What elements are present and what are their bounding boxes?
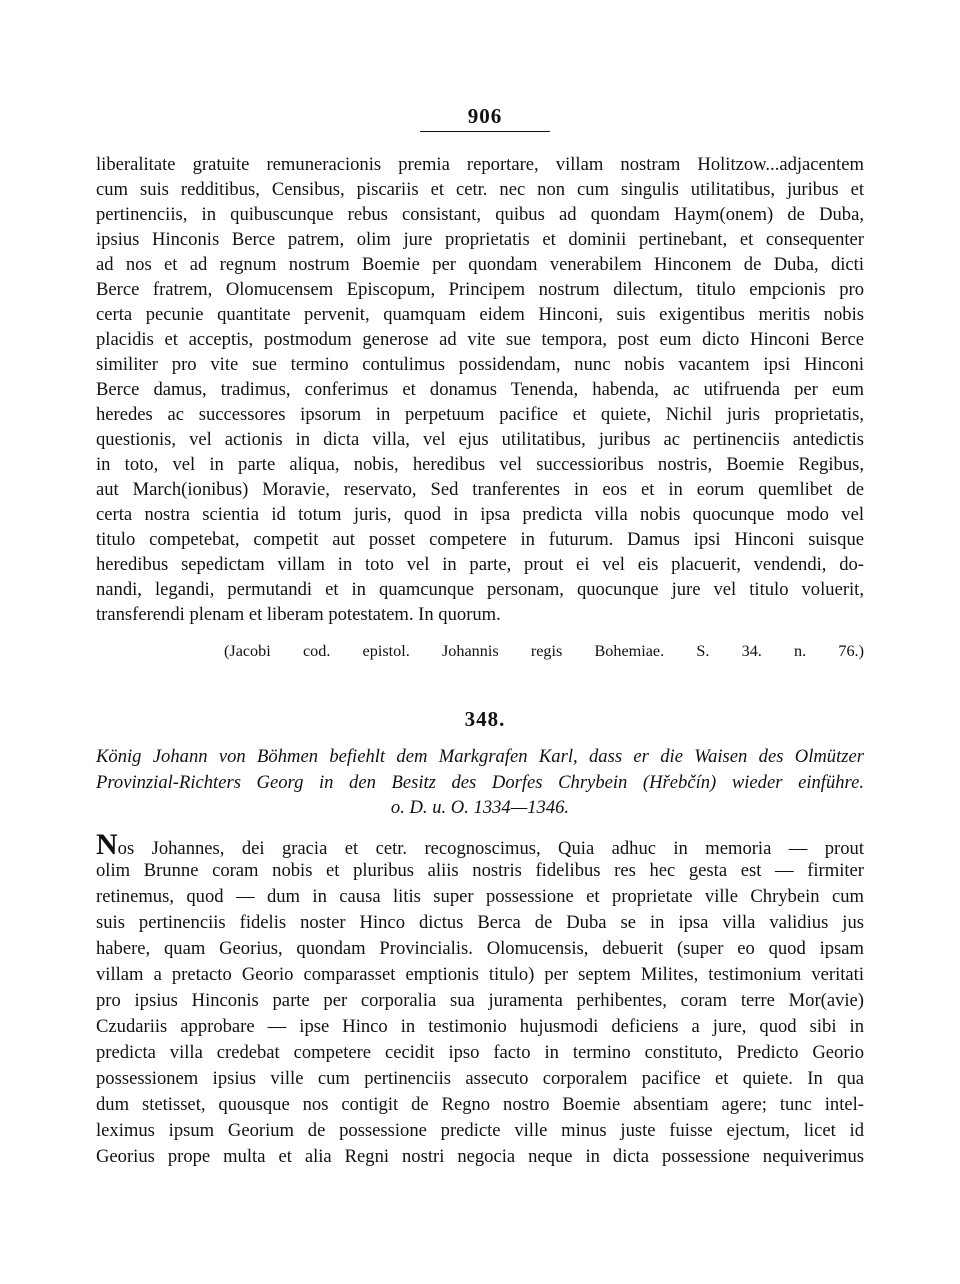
text-line: heredes ac successores ipsorum in perpetuum pacifice et quiete, Nichil juris proprietatis,	[96, 404, 864, 425]
text-line: villam a pretacto Georio comparasset emptionis titulo) per septem Milites, testimonium veritati	[96, 964, 864, 985]
text-line: questionis, vel actionis in dicta villa, vel ejus utilitatibus, juribus ac pertinenciis antedictis	[96, 429, 864, 450]
text-line: ad nos et ad regnum nostrum Boemie per quondam venerabilem Hinconem de Duba, dicti	[96, 254, 864, 275]
drop-initial: N	[96, 828, 118, 861]
page-number: 906	[467, 104, 503, 128]
text-line: aut March(ionibus) Moravie, reservato, Sed tranferentes in eos et in eorum quemlibet de	[96, 479, 864, 500]
text-line: nandi, legandi, permutandi et in quamcunque personam, quocunque jure vel titulo voluerit,	[96, 579, 864, 600]
text-line: similiter pro vite sue termino contulimus possidendam, nunc nobis vacantem ipsi Hinconi	[96, 354, 864, 375]
text-line: transferendi plenam et liberam potestatem. In quorum.	[96, 604, 501, 625]
text-line: habere, quam Georius, quondam Provincialis. Olomucensis, debuerit (super eo quod ipsam	[96, 938, 864, 959]
text-line: Berce damus, tradimus, conferimus et donamus Tenenda, habenda, ac utifruenda per eum	[96, 379, 864, 400]
text-line: Berce fratrem, Olomucensem Episcopum, Principem nostrum dilectum, titulo empcionis pro	[96, 279, 864, 300]
document-number: 348.	[464, 707, 506, 731]
text-line: pertinenciis, in quibuscunque rebus consistant, quibus ad quondam Haym(onem) de Duba,	[96, 204, 864, 225]
text-line: certa pecunie quantitate pervenit, quamquam eidem Hinconi, suis exigentibus meritis nobis	[96, 304, 864, 325]
text-line: heredibus sepedictam villam in toto vel in parte, prout ei vel eis placuerit, vendendi, do-	[96, 554, 864, 575]
text-line: in toto, vel in parte aliqua, nobis, heredibus vel successioribus nostris, Boemie Regibus,	[96, 454, 864, 475]
text-line: Georius prope multa et alia Regni nostri negocia neque in dicta possessione nequiverimus	[96, 1146, 864, 1167]
text-line: olim Brunne coram nobis et pluribus aliis nostris fidelibus res hec gesta est — firmiter	[96, 860, 864, 881]
title-date: o. D. u. O. 1334—1346.	[390, 797, 570, 818]
text-line: liberalitate gratuite remuneracionis premia reportare, villam nostram Holitzow...adjacentem	[96, 154, 864, 175]
text-line: placidis et acceptis, postmodum generose ad vite sue tempora, post eum dicto Hinconi Berce	[96, 329, 864, 350]
source-citation: (Jacobi cod. epistol. Johannis regis Bohemiae. S. 34. n. 76.)	[224, 642, 864, 660]
text-line: suis pertinenciis fidelis noster Hinco dictus Berca de Duba se in ipsa villa validius jus	[96, 912, 864, 933]
body-first-line	[96, 828, 864, 861]
text-line: possessionem ipsius ville cum pertinenciis assecuto corporalem pacifice et quiete. In qua	[96, 1068, 864, 1089]
text-line: pro ipsius Hinconis parte per corporalia sua juramenta perhibentes, coram terre Mor(avie)	[96, 990, 864, 1011]
title-line: Provinzial-Richters Georg in den Besitz des Dorfes Chrybein (Hřebčín) wieder einführe.	[96, 772, 864, 793]
text-line: os Johannes, dei gracia et cetr. recognoscimus, Quia adhuc in memoria — prout	[117, 838, 864, 859]
text-line: retinemus, quod — dum in causa litis super possessione et proprietate ville Chrybein cum	[96, 886, 864, 907]
text-line: titulo competebat, competit aut posset competere in futurum. Damus ipsi Hinconi suisque	[96, 529, 864, 550]
text-line: predicta villa credebat competere cecidit ipso facto in termino constituto, Predicto Georio	[96, 1042, 864, 1063]
text-line: Czudariis approbare — ipse Hinco in testimonio hujusmodi deficiens a jure, quod sibi in	[96, 1016, 864, 1037]
title-line: König Johann von Böhmen befiehlt dem Markgrafen Karl, dass er die Waisen des Olmützer	[96, 746, 864, 767]
page-number-rule	[420, 131, 550, 132]
text-line: ipsius Hinconis Berce patrem, olim jure proprietatis et dominii pertinebant, et consequenter	[96, 229, 864, 250]
text-line: dum stetisset, quousque nos contigit de Regno nostro Boemie absentiam agere; tunc intel-	[96, 1094, 864, 1115]
text-line: cum suis redditibus, Censibus, piscariis et cetr. nec non cum singulis utilitatibus, juribus et	[96, 179, 864, 200]
text-line: certa nostra scientia id totum juris, quod in ipsa predicta villa nobis quocunque modo vel	[96, 504, 864, 525]
text-line: leximus ipsum Georium de possessione predicte ville minus juste fuisse ejectum, licet id	[96, 1120, 864, 1141]
